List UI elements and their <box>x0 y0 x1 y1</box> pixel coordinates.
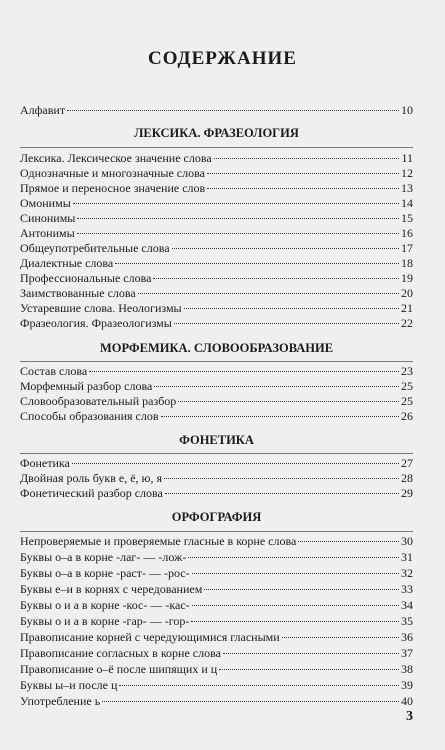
section-rule <box>20 147 413 148</box>
toc-entry <box>20 456 413 471</box>
section-heading-orthography: ОРФОГРАФИЯ <box>171 510 262 524</box>
toc-entry <box>20 196 413 211</box>
dot-leader <box>219 669 399 670</box>
toc-entry-label: Общеупотребительные слова <box>20 241 170 255</box>
toc-entry-page: 11 <box>401 151 413 165</box>
toc-entry-page: 16 <box>401 226 413 240</box>
toc-entry-label: Антонимы <box>20 226 75 240</box>
toc-entry-label: Омонимы <box>20 196 71 210</box>
dot-leader <box>164 478 399 479</box>
toc-entry-page: 38 <box>401 662 413 676</box>
toc-entry-page: 29 <box>401 486 413 500</box>
toc-entry <box>20 662 413 677</box>
dot-leader <box>115 263 399 264</box>
toc-entry <box>20 379 413 394</box>
toc-entry-label: Правописание корней с чередующимися гласными <box>20 630 280 644</box>
toc-entry-label: Однозначные и многозначные слова <box>20 166 205 180</box>
toc-entry-label: Морфемный разбор слова <box>20 379 153 393</box>
toc-entry-label: Фонетика <box>20 456 70 470</box>
toc-entry-page: 15 <box>401 211 413 225</box>
toc-entry-page: 18 <box>401 256 413 270</box>
toc-entry-label: Диалектные слова <box>20 256 114 270</box>
page-title: СОДЕРЖАНИЕ <box>148 48 297 69</box>
toc-entry-page: 26 <box>401 409 413 423</box>
toc-entry-label: Буквы е–и в корнях с чередованием <box>20 582 203 596</box>
toc-entry <box>20 614 413 629</box>
toc-entry-label: Прямое и переносное значение слов <box>20 181 206 195</box>
toc-entry <box>20 226 413 241</box>
dot-leader <box>67 110 399 111</box>
toc-entry-page: 36 <box>401 630 413 644</box>
dot-leader <box>191 621 399 622</box>
toc-entry-label: Фразеология. Фразеологизмы <box>20 316 172 330</box>
toc-entry <box>20 678 413 693</box>
toc-entry <box>20 582 413 597</box>
toc-entry-page: 23 <box>401 364 413 378</box>
toc-entry-label: Лексика. Лексическое значение слова <box>20 151 212 165</box>
dot-leader <box>165 493 399 494</box>
dot-leader <box>119 685 399 686</box>
toc-entry <box>20 286 413 301</box>
toc-entry-label: Буквы ы–и после ц <box>20 678 118 692</box>
section-rule <box>20 453 413 454</box>
dot-leader <box>223 653 399 654</box>
section-heading-phonetics: ФОНЕТИКА <box>179 433 254 447</box>
toc-entry <box>20 316 413 331</box>
toc-entry-alphabet <box>20 103 413 118</box>
toc-entry-page: 12 <box>401 166 413 180</box>
section-heading-lexicon: ЛЕКСИКА. ФРАЗЕОЛОГИЯ <box>134 126 299 140</box>
toc-entry-page: 21 <box>401 301 413 315</box>
dot-leader <box>207 188 399 189</box>
toc-entry-label: Употребление ь <box>20 694 101 708</box>
toc-entry <box>20 151 413 166</box>
toc-entry <box>20 181 413 196</box>
toc-entry-label: Профессиональные слова <box>20 271 152 285</box>
dot-leader <box>204 589 399 590</box>
dot-leader <box>77 233 399 234</box>
toc-entry-label: Двойная роль букв е, ё, ю, я <box>20 471 163 485</box>
toc-entry-page: 40 <box>401 694 413 708</box>
toc-entry-page: 27 <box>401 456 413 470</box>
dot-leader <box>174 323 399 324</box>
toc-entry <box>20 566 413 581</box>
toc-entry-label: Буквы о и а в корне -кос- — -кас- <box>20 598 190 612</box>
toc-entry-label: Фонетический разбор слова <box>20 486 163 500</box>
toc-entry-page: 39 <box>401 678 413 692</box>
toc-entry <box>20 211 413 226</box>
dot-leader <box>192 573 399 574</box>
toc-entry-page: 25 <box>401 394 413 408</box>
toc-entry <box>20 409 413 424</box>
toc-entry <box>20 471 413 486</box>
toc-entry <box>20 166 413 181</box>
toc-entry-label: Заимствованные слова <box>20 286 136 300</box>
dot-leader <box>188 557 399 558</box>
dot-leader <box>214 158 400 159</box>
toc-entry-page: 13 <box>401 181 413 195</box>
toc-entry-label: Правописание согласных в корне слова <box>20 646 221 660</box>
toc-entry <box>20 534 413 549</box>
dot-leader <box>153 278 399 279</box>
toc-entry <box>20 486 413 501</box>
dot-leader <box>298 541 399 542</box>
dot-leader <box>89 371 399 372</box>
dot-leader <box>102 701 399 702</box>
section-rule <box>20 361 413 362</box>
toc-entry <box>20 694 413 709</box>
toc-entry-page: 25 <box>401 379 413 393</box>
dot-leader <box>282 637 399 638</box>
toc-entry <box>20 598 413 613</box>
dot-leader <box>207 173 399 174</box>
toc-entry-page: 17 <box>401 241 413 255</box>
toc-entry-page: 32 <box>401 566 413 580</box>
dot-leader <box>178 401 399 402</box>
section-rule <box>20 531 413 532</box>
toc-entry-page: 14 <box>401 196 413 210</box>
toc-entry-page: 28 <box>401 471 413 485</box>
dot-leader <box>138 293 399 294</box>
toc-entry-label: Способы образования слов <box>20 409 159 423</box>
toc-entry-page: 19 <box>401 271 413 285</box>
toc-entry <box>20 301 413 316</box>
toc-entry-label: Буквы о–а в корне -лаг- — -лож- <box>20 550 187 564</box>
toc-entry-label: Непроверяемые и проверяемые гласные в корне слова <box>20 534 297 548</box>
toc-entry-page: 33 <box>401 582 413 596</box>
toc-entry-page: 35 <box>401 614 413 628</box>
toc-entry-page: 30 <box>401 534 413 548</box>
toc-entry-page: 31 <box>401 550 413 564</box>
toc-entry <box>20 364 413 379</box>
dot-leader <box>72 463 399 464</box>
dot-leader <box>77 218 399 219</box>
toc-entry-label: Синонимы <box>20 211 76 225</box>
toc-entry <box>20 550 413 565</box>
dot-leader <box>73 203 399 204</box>
toc-entry-page: 20 <box>401 286 413 300</box>
toc-entry-page: 34 <box>401 598 413 612</box>
toc-entry-label: Словообразовательный разбор <box>20 394 177 408</box>
dot-leader <box>184 308 399 309</box>
toc-entry <box>20 241 413 256</box>
toc-entry-label: Алфавит <box>20 103 66 117</box>
toc-entry <box>20 256 413 271</box>
toc-entry-label: Правописание о–ё после шипящих и ц <box>20 662 218 676</box>
dot-leader <box>172 248 399 249</box>
toc-entry-label: Состав слова <box>20 364 88 378</box>
toc-entry <box>20 630 413 645</box>
toc-entry-page: 37 <box>401 646 413 660</box>
toc-entry-page: 10 <box>401 103 413 117</box>
dot-leader <box>192 605 399 606</box>
page-number: 3 <box>406 709 413 724</box>
toc-entry-label: Устаревшие слова. Неологизмы <box>20 301 182 315</box>
toc-entry-page: 22 <box>401 316 413 330</box>
toc-entry-label: Буквы о и а в корне -гар- — -гор- <box>20 614 190 628</box>
toc-entry-label: Буквы о–а в корне -раст- — -рос- <box>20 566 190 580</box>
toc-entry <box>20 646 413 661</box>
section-heading-morphemics: МОРФЕМИКА. СЛОВООБРАЗОВАНИЕ <box>99 341 334 355</box>
toc-entry <box>20 394 413 409</box>
dot-leader <box>154 386 399 387</box>
dot-leader <box>161 416 400 417</box>
toc-entry <box>20 271 413 286</box>
